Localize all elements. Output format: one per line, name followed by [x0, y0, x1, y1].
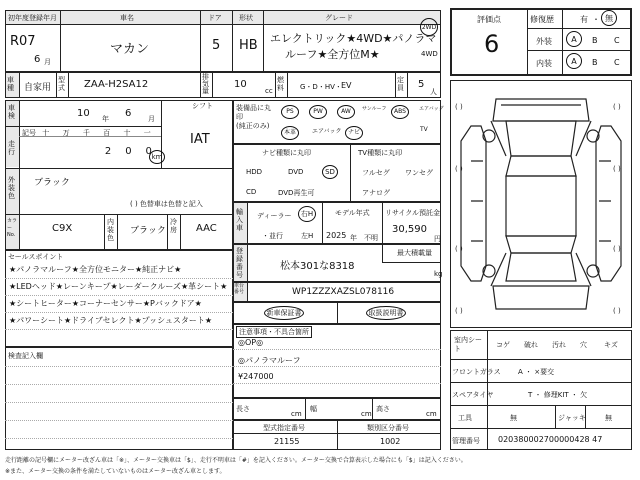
- seat-item: 汚れ: [552, 341, 566, 349]
- width-unit: cm: [361, 410, 372, 418]
- doors-value: 5: [212, 38, 221, 53]
- inspection-year-unit: 年: [102, 115, 109, 123]
- notes-line: ◎パノラマルーフ: [238, 356, 301, 365]
- dealer-label: ディーラー: [257, 212, 292, 220]
- corner-marker-5: ( ): [455, 245, 463, 253]
- steering-right-circled: 右H: [298, 206, 316, 222]
- model-year-unknown: 不明: [364, 234, 378, 242]
- repair-no-circled: 無: [601, 10, 617, 26]
- type-value: 21155: [274, 437, 300, 446]
- corner-marker-1: ( ): [455, 103, 463, 111]
- corner-marker-2: ( ): [613, 103, 621, 111]
- odometer-label: 走行: [8, 140, 15, 156]
- shape-label: 形状: [239, 14, 253, 22]
- sales-line: ★パワーシート★ドライブセレクト★プッシュスタート★: [9, 316, 213, 325]
- reg-month: 6: [34, 54, 41, 65]
- odometer-digit: 2: [104, 146, 112, 157]
- odometer-header: 一: [143, 129, 151, 137]
- inspection-year: 10: [77, 108, 90, 119]
- equipment-item: 本革: [281, 126, 299, 140]
- capacity-unit: 人: [430, 88, 437, 96]
- interior-grade-b: B: [592, 58, 598, 67]
- car-name: マカン: [110, 42, 150, 57]
- navi-item: HDD: [246, 168, 263, 176]
- spare-value: T ・ 修理KIT ・ 欠: [528, 391, 588, 399]
- sales-line: ★パノラマルーフ★全方位モニター★純正ナビ★: [9, 265, 182, 274]
- equipment-item: TV: [420, 126, 428, 133]
- sales-line: ★LEDヘッド★レーンキープ★レーダークルーズ★革シート★: [9, 282, 228, 291]
- recycle-label: リサイクル預託金: [385, 209, 441, 217]
- shift-value: IAT: [190, 132, 210, 147]
- mgmt-value: 020380002700000428 47: [498, 435, 603, 444]
- seat-item: キズ: [604, 341, 618, 349]
- jack-value: 無: [605, 414, 612, 422]
- glass-value: A ・ ×要交: [518, 368, 555, 376]
- footer-line2: ※また、メーター交換の条件を満たしていないものはメーター改ざん車とします。: [5, 468, 226, 475]
- odometer-digit: 0: [125, 146, 132, 157]
- capacity-value: 5: [418, 79, 425, 90]
- max-load-label: 最大積載量: [397, 249, 432, 257]
- odometer-header: 十: [123, 129, 131, 137]
- kind-label: 車種: [7, 76, 14, 92]
- model-year-unit: 年: [350, 234, 357, 242]
- equipment-item: AW: [337, 105, 355, 119]
- navi-item: DVD再生可: [278, 189, 315, 197]
- car-name-label: 車名: [120, 14, 134, 22]
- notes-line: ¥247000: [238, 372, 274, 381]
- score-value: 6: [484, 30, 500, 58]
- navi-item: SD: [322, 165, 338, 179]
- vin-label: 車台番号: [234, 283, 245, 295]
- manual-circled: 取扱説明書: [366, 306, 406, 320]
- mgmt-label: 管理番号: [452, 437, 480, 445]
- interior-seat-label: 室内シート: [454, 336, 482, 353]
- disp-value: 10: [234, 79, 247, 90]
- vin-value: WP1ZZZXAZSL078116: [292, 287, 395, 297]
- class-label: 類別区分番号: [367, 424, 409, 432]
- corner-marker-8: ( ): [613, 307, 621, 315]
- glass-label: フロントガラス: [452, 368, 501, 376]
- inspection-month-unit: 月: [148, 115, 155, 123]
- parallel-label: ・並行: [262, 232, 283, 240]
- equipment-item: ABS: [391, 105, 409, 119]
- shift-label: シフト: [192, 102, 213, 110]
- color-code-value: C9X: [52, 223, 73, 234]
- disp-label: 排気量: [202, 73, 209, 95]
- interior-color-label: 内装色: [107, 218, 114, 242]
- odometer-unit-km-circled: km: [149, 150, 165, 164]
- disp-unit: cc: [265, 87, 273, 95]
- odometer-header: 百: [103, 129, 111, 137]
- exterior-grade-c: C: [614, 36, 620, 45]
- model-year-value: 2025: [326, 231, 347, 240]
- warranty-circled: 新車保証書: [264, 306, 304, 320]
- max-load-unit: kg: [434, 270, 443, 278]
- inspection-label: 車検: [8, 104, 15, 120]
- height-label: 高さ: [376, 405, 390, 413]
- odometer-digit: 0: [145, 146, 152, 157]
- drive-2wd-circled: 2WD: [420, 18, 438, 36]
- equipment-item: サンルーフ: [362, 106, 387, 112]
- repair-label: 修復歴: [530, 15, 554, 24]
- dimensions-block: [233, 398, 441, 420]
- seat-item: 破れ: [524, 341, 538, 349]
- navi-label: ナビ種類に丸印: [262, 149, 311, 157]
- equipment-sublabel: (純正のみ): [236, 122, 270, 130]
- odometer-header: 万: [62, 129, 70, 137]
- notes-line: ◎OP◎: [238, 338, 264, 347]
- repair-yes: 有: [580, 15, 588, 24]
- interior-grade-a-circled: A: [566, 53, 582, 69]
- interior-grade-label: 内装: [536, 59, 552, 68]
- interior-grade-c: C: [614, 58, 620, 67]
- odometer-header: 十: [42, 129, 50, 137]
- fuel-label: 燃料: [277, 76, 284, 92]
- color-code-label: カラーNo.: [7, 218, 18, 238]
- score-label: 評価点: [477, 15, 501, 24]
- spare-label: スペアタイヤ: [452, 391, 494, 399]
- tools-value: 無: [510, 414, 517, 422]
- import-label: 輸入車: [236, 208, 243, 232]
- recycle-yen: 円: [434, 235, 441, 243]
- corner-marker-3: ( ): [455, 165, 463, 173]
- equipment-item: ナビ: [345, 126, 363, 140]
- navi-item: DVD: [288, 168, 304, 176]
- ac-label: 冷房: [170, 218, 177, 234]
- plate-label: 登録番号: [236, 247, 243, 279]
- exterior-grade-label: 外装: [536, 37, 552, 46]
- inspector-block: [5, 347, 233, 450]
- navi-item: CD: [246, 188, 257, 196]
- grade-label: グレード: [325, 14, 353, 22]
- grade-line2: ルーフ★全方位M★: [285, 48, 380, 61]
- odometer-header: 記号: [22, 129, 36, 137]
- exterior-color-value: ブラック: [34, 178, 70, 188]
- model-value: ZAA-H2SA12: [84, 79, 149, 90]
- equipment-item: PW: [309, 105, 327, 119]
- equipment-label: 装備品に丸印: [236, 104, 271, 121]
- ac-value: AAC: [196, 223, 217, 234]
- corner-marker-6: ( ): [613, 245, 621, 253]
- reg-month-unit: 月: [44, 58, 51, 66]
- reg-date-label: 初年度登録年月: [8, 14, 57, 22]
- equipment-item: エアバッグ: [419, 106, 444, 112]
- interior-color-value: ブラック: [130, 226, 166, 236]
- kind-value: 自家用: [24, 83, 52, 93]
- fuel-ev-circled: EV: [341, 81, 352, 90]
- type-label: 型式指定番号: [263, 424, 305, 432]
- inspection-month: 6: [125, 108, 132, 119]
- height-unit: cm: [426, 410, 437, 418]
- row2: [5, 72, 441, 98]
- inspector-label: 検査記入欄: [8, 352, 43, 360]
- tv-item: ワンセグ: [405, 169, 433, 177]
- shape-value: HB: [239, 38, 258, 53]
- class-value: 1002: [380, 437, 401, 446]
- footer-line1: 走行距離の記号欄にメーター改ざん車は「※」、メーター交換車は「$」、走行不明車は「#」を記入ください。メーター交換で合算表示した場合にも「$」は記入ください。: [5, 457, 467, 464]
- tv-item: アナログ: [362, 189, 390, 197]
- tools-label: 工具: [458, 414, 472, 422]
- model-label: 型式: [58, 76, 65, 92]
- seat-item: 穴: [580, 341, 587, 349]
- model-year-label: モデル年式: [335, 209, 370, 217]
- reg-era-year: R07: [10, 34, 36, 49]
- plate-value: 松本301な8318: [280, 261, 355, 272]
- car-diagram: [451, 81, 631, 327]
- corner-marker-4: ( ): [613, 165, 621, 173]
- width-label: 幅: [310, 405, 317, 413]
- sales-label: セールスポイント: [8, 253, 64, 261]
- tv-item: フルセグ: [362, 169, 390, 177]
- grade-line1: エレクトリック★4WD★パノラマ: [270, 32, 437, 45]
- tv-label: TV種類に丸印: [358, 149, 403, 157]
- sales-line: ★シートヒーター★コーナーセンサー★Pバックドア★: [9, 299, 202, 308]
- length-unit: cm: [291, 410, 302, 418]
- drive-4wd: 4WD: [421, 50, 438, 58]
- exterior-grade-a-circled: A: [566, 31, 582, 47]
- exterior-color-label: 外装色: [8, 176, 15, 200]
- equipment-item: PS: [281, 105, 299, 119]
- recycle-value: 30,590: [392, 224, 427, 235]
- cap-label: 定員: [397, 76, 404, 92]
- equipment-item: エアバック: [312, 128, 342, 135]
- notes-label: 注意事項・不具合箇所: [236, 326, 312, 338]
- header-label-strip: [6, 11, 440, 24]
- odometer-header: 千: [82, 129, 90, 137]
- jack-label: ジャッキ: [558, 414, 586, 422]
- steering-left: 左H: [301, 232, 314, 240]
- length-label: 長さ: [236, 405, 250, 413]
- doors-label: ドア: [208, 14, 222, 22]
- color-change-note: ( ) 色替車は色替と記入: [130, 200, 203, 208]
- exterior-grade-b: B: [592, 36, 598, 45]
- seat-item: コゲ: [496, 341, 510, 349]
- fuel-options: G・D・HV・: [300, 83, 342, 91]
- corner-marker-7: ( ): [455, 307, 463, 315]
